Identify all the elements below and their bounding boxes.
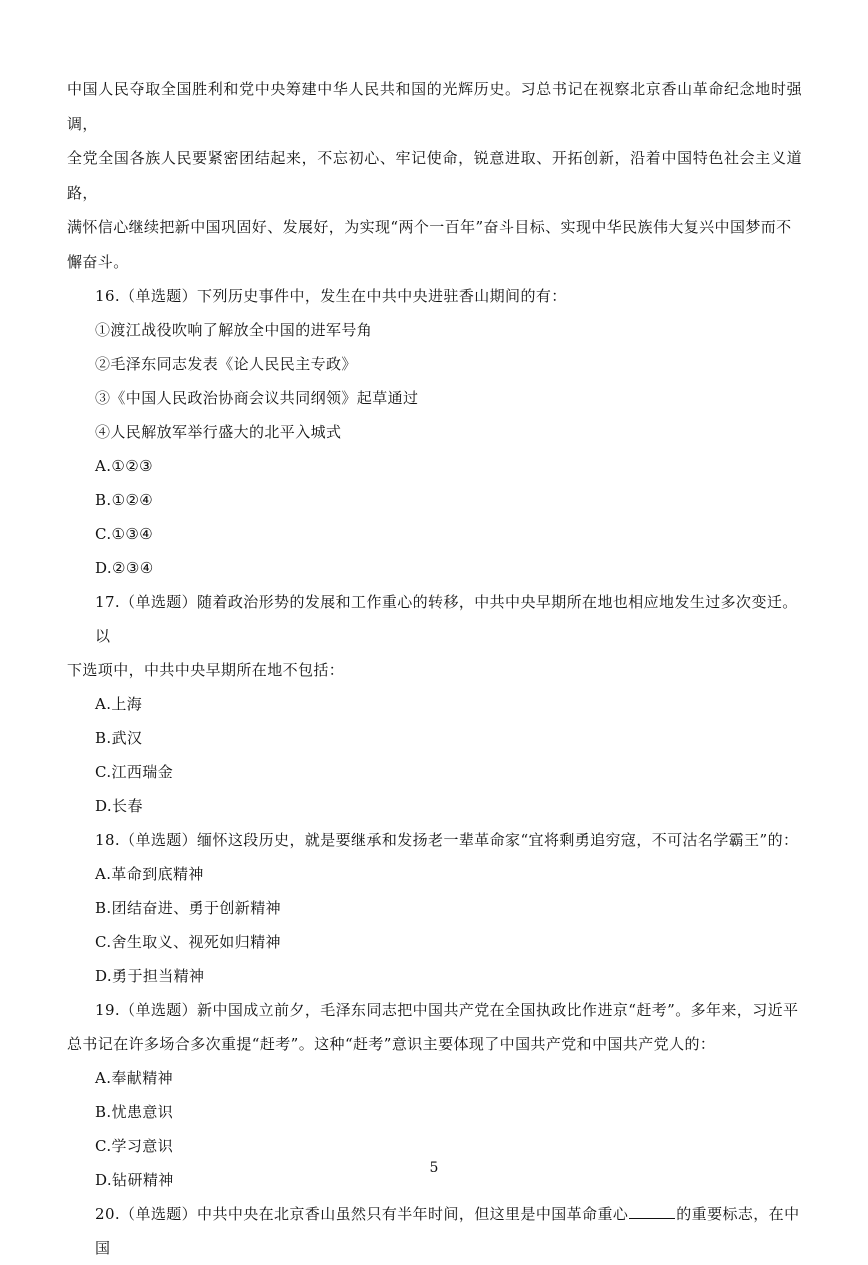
page-number: 5 — [429, 1160, 439, 1176]
question-17-option-a: A.上海 — [95, 695, 143, 713]
intro-line: 全党全国各族人民要紧密团结起来，不忘初心、牢记使命，锐意进取、开拓创新，沿着中国特色社会主义道路， — [67, 149, 802, 202]
intro-line: 中国人民夺取全国胜利和党中央筹建中华人民共和国的光辉历史。习总书记在视察北京香山革命纪念地时强调， — [67, 80, 802, 133]
question-16-stem: 16.（单选题）下列历史事件中，发生在中共中央进驻香山期间的有： — [95, 287, 567, 305]
question-17-stem-line1: 17.（单选题）随着政治形势的发展和工作重心的转移，中共中央早期所在地也相应地发生过多次变迁。以 — [95, 593, 798, 645]
question-18 — [67, 823, 802, 993]
question-19-option-a: A.奉献精神 — [95, 1069, 174, 1087]
question-16-option-d: D.②③④ — [95, 559, 154, 577]
question-16-option-a: A.①②③ — [95, 457, 153, 475]
question-16-item: ③《中国人民政治协商会议共同纲领》起草通过 — [95, 389, 419, 407]
question-20-stem-after-blank: 的重要标志，在中国 — [95, 1205, 800, 1257]
question-18-option-d: D.勇于担当精神 — [95, 967, 205, 985]
question-16-item: ④人民解放军举行盛大的北平入城式 — [95, 423, 342, 441]
question-19-stem-line1: 19.（单选题）新中国成立前夕，毛泽东同志把中国共产党在全国执政比作进京“赶考”。多年来，习近平 — [95, 1001, 799, 1019]
question-20-stem — [67, 1197, 802, 1265]
question-18-option-b: B.团结奋进、勇于创新精神 — [95, 899, 281, 917]
page-content — [67, 72, 802, 1265]
question-16-option-c: C.①③④ — [95, 525, 154, 543]
intro-line: 懈奋斗。 — [67, 252, 129, 271]
question-19-option-d: D.钻研精神 — [95, 1171, 174, 1189]
intro-line: 满怀信心继续把新中国巩固好、发展好，为实现“两个一百年”奋斗目标、实现中华民族伟大复兴中国梦而不 — [67, 218, 792, 236]
question-18-option-c: C.舍生取义、视死如归精神 — [95, 933, 281, 951]
question-17-option-c: C.江西瑞金 — [95, 763, 174, 781]
intro-paragraph — [67, 72, 802, 279]
question-17-option-b: B.武汉 — [95, 729, 143, 747]
question-17 — [67, 585, 802, 823]
question-19-option-b: B.忧患意识 — [95, 1103, 174, 1121]
question-16-item: ①渡江战役吹响了解放全中国的进军号角 — [95, 321, 373, 339]
question-19-option-c: C.学习意识 — [95, 1137, 174, 1155]
question-17-stem-line2: 下选项中，中共中央早期所在地不包括： — [67, 661, 345, 679]
question-18-option-a: A.革命到底精神 — [95, 865, 204, 883]
question-16 — [67, 279, 802, 585]
question-17-option-d: D.长春 — [95, 797, 143, 815]
question-16-option-b: B.①②④ — [95, 491, 154, 509]
question-18-stem: 18.（单选题）缅怀这段历史，就是要继承和发扬老一辈革命家“宜将剩勇追穷寇，不可沽名学霸王”的： — [95, 831, 799, 849]
question-20-stem-before-blank: 20.（单选题）中共中央在北京香山虽然只有半年时间，但这里是中国革命重心 — [95, 1205, 629, 1223]
fill-in-blank — [629, 1204, 675, 1219]
question-20 — [67, 1197, 802, 1265]
question-16-item: ②毛泽东同志发表《论人民民主专政》 — [95, 355, 357, 373]
question-19-stem-line2: 总书记在许多场合多次重提“赶考”。这种“赶考”意识主要体现了中国共产党和中国共产党人的： — [67, 1035, 716, 1053]
